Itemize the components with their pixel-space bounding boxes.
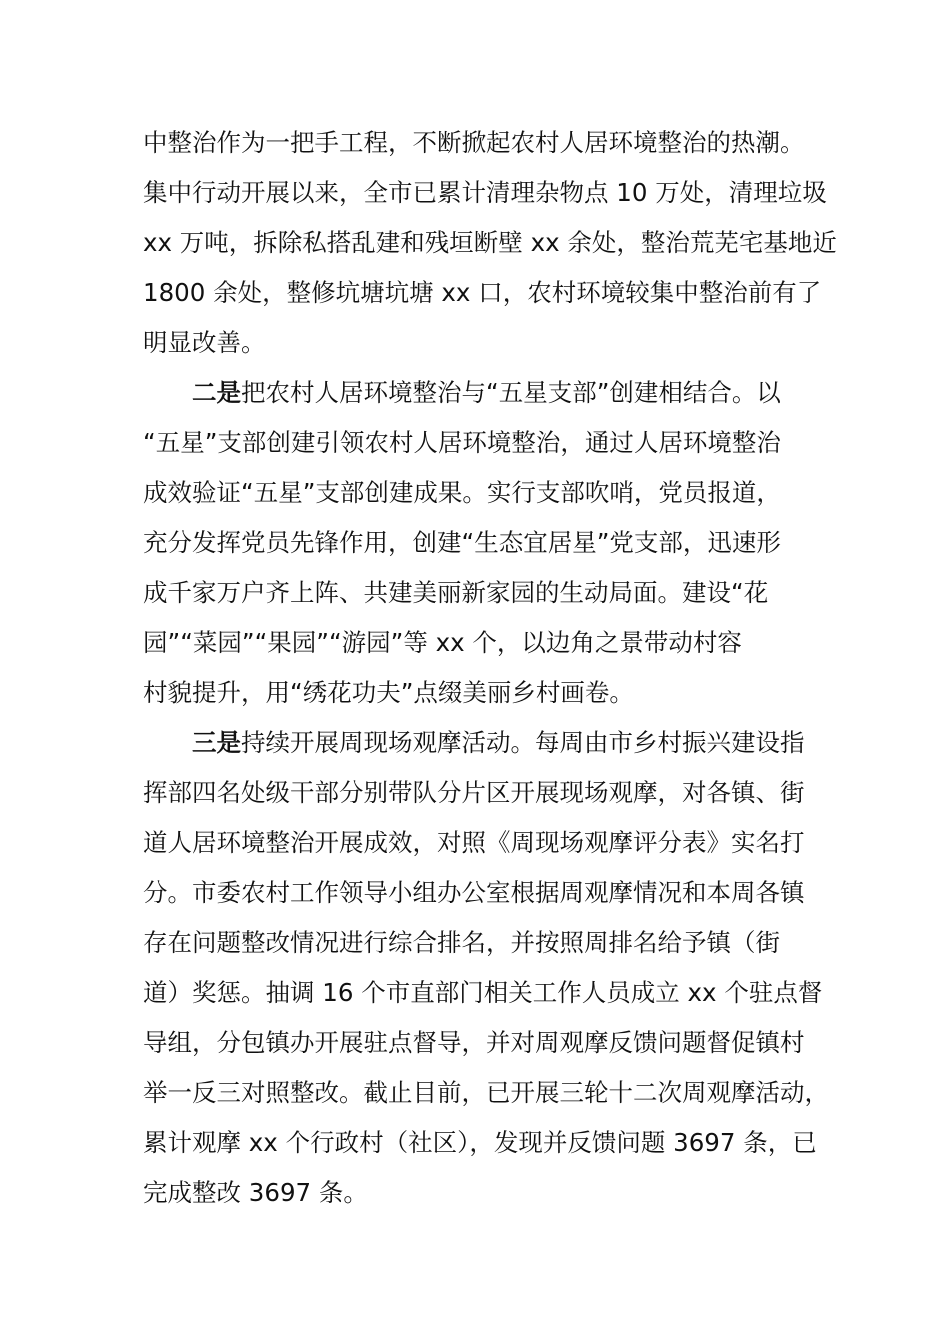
- paragraph-3-line: 道人居环境整治开展成效，对照《周现场观摩评分表》实名打: [143, 828, 805, 857]
- paragraph-3-first-line-text: 持续开展周现场观摩活动。每周由市乡村振兴建设指: [241, 728, 805, 757]
- paragraph-3-line: 举一反三对照整改。截止目前，已开展三轮十二次周观摩活动，: [143, 1078, 829, 1107]
- paragraph-1-line: 明显改善。: [143, 328, 266, 357]
- paragraph-2-line: 充分发挥党员先锋作用，创建“生态宜居星”党支部，迅速形: [143, 528, 781, 557]
- paragraph-2-line: “五星”支部创建引领农村人居环境整治，通过人居环境整治: [143, 428, 781, 457]
- paragraph-3-line: 存在问题整改情况进行综合排名，并按照周排名给予镇（街: [143, 928, 780, 957]
- paragraph-3-first-line: [143, 718, 811, 768]
- paragraph-2-first-line-text: 把农村人居环境整治与“五星支部”创建相结合。以: [241, 378, 781, 407]
- paragraph-1-line: 集中行动开展以来，全市已累计清理杂物点 10 万处，清理垃圾: [143, 178, 827, 207]
- paragraph-2-line: 园”“菜园”“果园”“游园”等 xx 个，以边角之景带动村容: [143, 628, 742, 657]
- paragraph-2-line: 成千家万户齐上阵、共建美丽新家园的生动局面。建设“花: [143, 578, 769, 607]
- paragraph-3-line: 完成整改 3697 条。: [143, 1178, 368, 1207]
- paragraph-3-line: 分。市委农村工作领导小组办公室根据周观摩情况和本周各镇: [143, 878, 805, 907]
- paragraph-1-line: xx 万吨，拆除私搭乱建和残垣断壁 xx 余处，整治荒芜宅基地近: [143, 228, 837, 257]
- paragraph-3-line: 道）奖惩。抽调 16 个市直部门相关工作人员成立 xx 个驻点督: [143, 978, 823, 1007]
- paragraph-3-lead: 三是: [192, 728, 241, 757]
- paragraph-3-line: 导组，分包镇办开展驻点督导，并对周观摩反馈问题督促镇村: [143, 1028, 805, 1057]
- paragraph-2-lead: 二是: [192, 378, 241, 407]
- paragraph-2-line: 成效验证“五星”支部创建成果。实行支部吹哨，党员报道，: [143, 478, 781, 507]
- paragraph-2-first-line: [143, 368, 811, 418]
- paragraph-3-line: 挥部四名处级干部分别带队分片区开展现场观摩，对各镇、街: [143, 778, 805, 807]
- paragraph-2-line: 村貌提升，用“绣花功夫”点缀美丽乡村画卷。: [143, 678, 634, 707]
- paragraph-1-line: 1800 余处，整修坑塘坑塘 xx 口，农村环境较集中整治前有了: [143, 278, 822, 307]
- document-body: [143, 118, 837, 1218]
- paragraph-3-line: 累计观摩 xx 个行政村（社区），发现并反馈问题 3697 条，已: [143, 1128, 817, 1157]
- paragraph-1-line: 中整治作为一把手工程，不断掀起农村人居环境整治的热潮。: [143, 128, 805, 157]
